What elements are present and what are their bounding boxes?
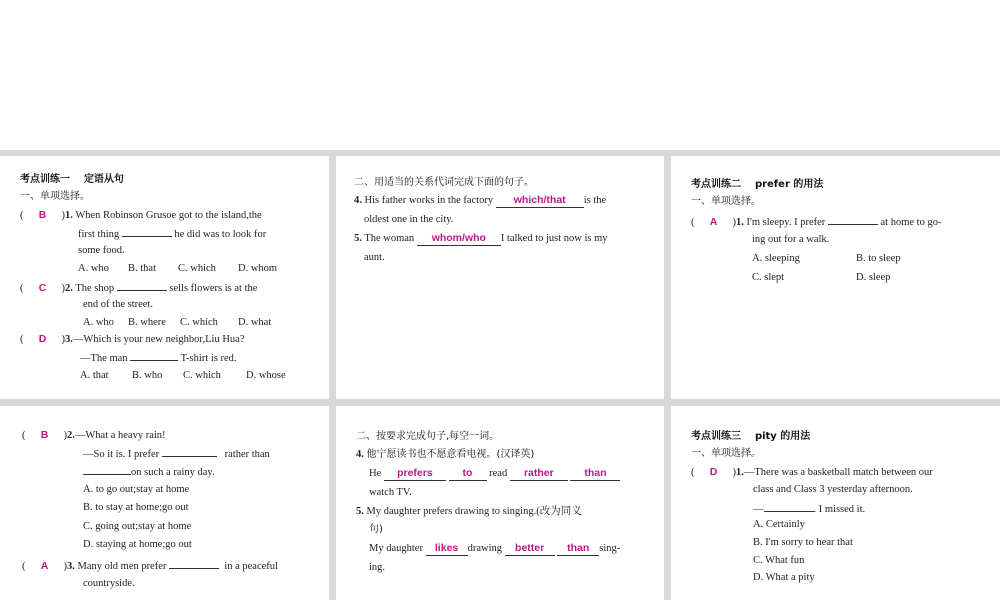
answer-choice: A xyxy=(40,560,49,572)
answer-choice: B xyxy=(38,209,47,221)
section-title: 一、单项选择。 xyxy=(691,196,761,207)
question-text: The woman xyxy=(364,233,415,244)
question-5-line2: aunt. xyxy=(364,252,385,263)
answer-blank[interactable] xyxy=(83,462,131,475)
panel-prefer-choices-cont xyxy=(0,406,329,600)
question-text: He xyxy=(369,468,382,479)
option-d[interactable]: D. what xyxy=(238,317,272,328)
answer-choice: A xyxy=(709,216,718,228)
top-blank-area xyxy=(0,0,1000,150)
answer-blank[interactable] xyxy=(169,556,219,569)
option-a[interactable]: A. who xyxy=(83,317,114,328)
question-number: 2. xyxy=(67,430,75,441)
question-1: ( B )1. When Robinson Grusoe got to the island,the xyxy=(20,206,262,226)
option-b[interactable]: B. who xyxy=(132,370,163,381)
question-text: —So it is. I prefer xyxy=(83,449,160,460)
question-text: read xyxy=(489,468,508,479)
question-3-line2 xyxy=(80,348,237,369)
question-number: 5. xyxy=(354,233,362,244)
option-c[interactable]: C. What fun xyxy=(753,555,805,566)
answer-fill[interactable]: rather xyxy=(510,467,568,481)
question-4 xyxy=(356,446,534,465)
heading-topic: 定语从句 xyxy=(83,174,124,185)
panel-relative-pronouns-fill xyxy=(336,156,664,399)
question-1-options xyxy=(78,260,277,279)
question-2-line3 xyxy=(83,462,215,483)
option-a[interactable]: A. to go out;stay at home xyxy=(83,484,190,495)
question-number: 3. xyxy=(65,334,73,345)
option-c[interactable]: C. which xyxy=(183,370,221,381)
option-c[interactable]: C. which xyxy=(178,263,216,274)
question-text: . I missed it. xyxy=(813,504,866,515)
answer-blank[interactable] xyxy=(162,444,217,457)
option-b[interactable]: B. to sleep xyxy=(856,253,901,264)
question-text: drawing xyxy=(467,543,502,554)
question-4-answer xyxy=(369,465,620,484)
answer-choice: D xyxy=(38,333,47,345)
question-text: — xyxy=(753,504,764,515)
question-4 xyxy=(354,192,606,211)
heading-label: 考点训练二 xyxy=(691,179,741,190)
answer-blank[interactable] xyxy=(828,212,878,225)
question-prompt: My daughter prefers drawing to singing.(改为同义 xyxy=(366,506,582,517)
question-number: 1. xyxy=(736,217,744,228)
option-b[interactable]: B. where xyxy=(128,317,166,328)
question-text: rather than xyxy=(224,449,270,460)
option-d[interactable]: D. staying at home;go out xyxy=(83,539,192,550)
option-c[interactable]: C. going out;stay at home xyxy=(83,521,192,532)
question-text: in a peaceful xyxy=(224,561,278,572)
question-text: I talked to just now is my xyxy=(500,233,608,244)
answer-fill[interactable]: likes xyxy=(426,542,468,556)
answer-blank[interactable] xyxy=(130,348,178,361)
answer-fill[interactable]: better xyxy=(505,542,555,556)
question-1: ( D )1.—There was a basketball match between our xyxy=(691,463,933,483)
answer-choice: B xyxy=(40,429,49,441)
question-text: The shop xyxy=(75,283,115,294)
option-c[interactable]: C. which xyxy=(180,317,218,328)
question-5-line2: ing. xyxy=(369,562,386,573)
question-5 xyxy=(356,503,582,522)
answer-choice: C xyxy=(38,282,47,294)
question-4-line2: watch TV. xyxy=(369,487,412,498)
question-text: he did was to look for xyxy=(174,229,267,240)
panel-relative-clauses xyxy=(0,156,329,399)
heading-label: 考点训练一 xyxy=(20,174,70,185)
option-d[interactable]: D. whose xyxy=(246,370,286,381)
question-2-line2: end of the street. xyxy=(83,299,153,310)
section-title: 一、单项选择。 xyxy=(20,191,90,202)
question-3-line2: countryside. xyxy=(83,578,135,589)
option-d[interactable]: D. sleep xyxy=(856,272,891,283)
question-3-options xyxy=(80,367,286,386)
option-b[interactable]: B. that xyxy=(128,263,156,274)
question-number: 3. xyxy=(67,561,75,572)
option-b[interactable]: B. to stay at home;go out xyxy=(83,502,189,513)
section-title: 二、按要求完成句子,每空一词。 xyxy=(356,431,500,442)
question-text: sells flowers is at the xyxy=(169,283,258,294)
answer-paren: ( xyxy=(20,210,24,221)
question-2: ( B )2.—What a heavy rain! xyxy=(22,426,166,446)
question-number: 1. xyxy=(65,210,73,221)
heading-label: 考点训练三 xyxy=(691,431,741,442)
question-2: ( C )2. The shop sells flowers is at the xyxy=(20,278,257,299)
question-5-prompt-cont: 句) xyxy=(369,524,383,535)
question-text: is the xyxy=(583,195,607,206)
answer-fill[interactable]: to xyxy=(449,467,487,481)
heading-topic: prefer 的用法 xyxy=(754,179,824,190)
panel-heading xyxy=(20,171,124,190)
answer-fill[interactable]: which/that xyxy=(496,194,584,208)
question-number: 4. xyxy=(356,449,364,460)
option-b[interactable]: B. I'm sorry to hear that xyxy=(753,537,853,548)
question-text: —There was a basketball match between our xyxy=(743,467,933,478)
question-text: —What a heavy rain! xyxy=(74,430,166,441)
question-text: at home to go- xyxy=(880,217,942,228)
panel-heading xyxy=(691,428,810,447)
worksheet-grid xyxy=(0,150,1000,600)
question-prompt: 他宁愿读书也不愿意看电视。(汉译英) xyxy=(366,449,535,460)
question-1-line2: ing out for a walk. xyxy=(752,234,830,245)
panel-heading xyxy=(691,176,823,195)
question-number: 4. xyxy=(354,195,362,206)
option-a[interactable]: A. that xyxy=(80,370,109,381)
option-a[interactable]: A. Certainly xyxy=(753,519,805,530)
section-title: 二、用适当的关系代词完成下面的句子。 xyxy=(354,177,534,188)
option-d[interactable]: D. What a pity xyxy=(753,572,815,583)
question-1: ( A )1. I'm sleepy. I prefer at home to go- xyxy=(691,212,941,233)
question-text: sing- xyxy=(599,543,621,554)
panel-complete-sentences xyxy=(336,406,664,600)
question-number: 1. xyxy=(736,467,744,478)
heading-topic: pity 的用法 xyxy=(754,431,811,442)
option-a[interactable]: A. who xyxy=(78,263,109,274)
answer-blank[interactable] xyxy=(117,278,167,291)
question-text: Many old men prefer xyxy=(77,561,167,572)
question-text: on such a rainy day. xyxy=(131,467,215,478)
question-1-line2: class and Class 3 yesterday afternoon. xyxy=(753,484,913,495)
question-text: —The man xyxy=(80,353,128,364)
question-4-line2: oldest one in the city. xyxy=(364,214,454,225)
question-text: When Robinson Grusoe got to the island,the xyxy=(75,210,262,221)
panel-prefer-usage xyxy=(671,156,1000,399)
question-text: My daughter xyxy=(369,543,423,554)
question-text: His father works in the factory xyxy=(364,195,494,206)
question-3: ( D )3.—Which is your new neighbor,Liu Hua? xyxy=(20,330,245,350)
answer-fill[interactable]: than xyxy=(570,467,620,481)
question-text: first thing xyxy=(78,229,120,240)
question-number: 2. xyxy=(65,283,73,294)
question-3: ( A )3. Many old men prefer in a peaceful xyxy=(22,556,278,577)
answer-blank[interactable] xyxy=(122,224,172,237)
question-1-options-row2 xyxy=(752,269,890,288)
question-text: T-shirt is red. xyxy=(180,353,237,364)
question-text: I'm sleepy. I prefer xyxy=(746,217,826,228)
answer-fill[interactable]: whom/who xyxy=(417,232,501,246)
answer-fill[interactable]: than xyxy=(557,542,599,556)
option-a[interactable]: A. sleeping xyxy=(752,253,800,264)
option-c[interactable]: C. slept xyxy=(752,272,785,283)
answer-fill[interactable]: prefers xyxy=(384,467,446,481)
question-text: —Which is your new neighbor,Liu Hua? xyxy=(72,334,245,345)
question-number: 5. xyxy=(356,506,364,517)
panel-pity-usage xyxy=(671,406,1000,600)
answer-choice: D xyxy=(709,466,718,478)
option-d[interactable]: D. whom xyxy=(238,263,278,274)
question-5 xyxy=(354,230,608,249)
answer-blank[interactable] xyxy=(764,499,814,512)
question-1-options-row1 xyxy=(752,250,901,269)
question-1-line3: some food. xyxy=(78,245,125,256)
question-5-answer xyxy=(369,540,620,559)
section-title: 一、单项选择。 xyxy=(691,448,761,459)
